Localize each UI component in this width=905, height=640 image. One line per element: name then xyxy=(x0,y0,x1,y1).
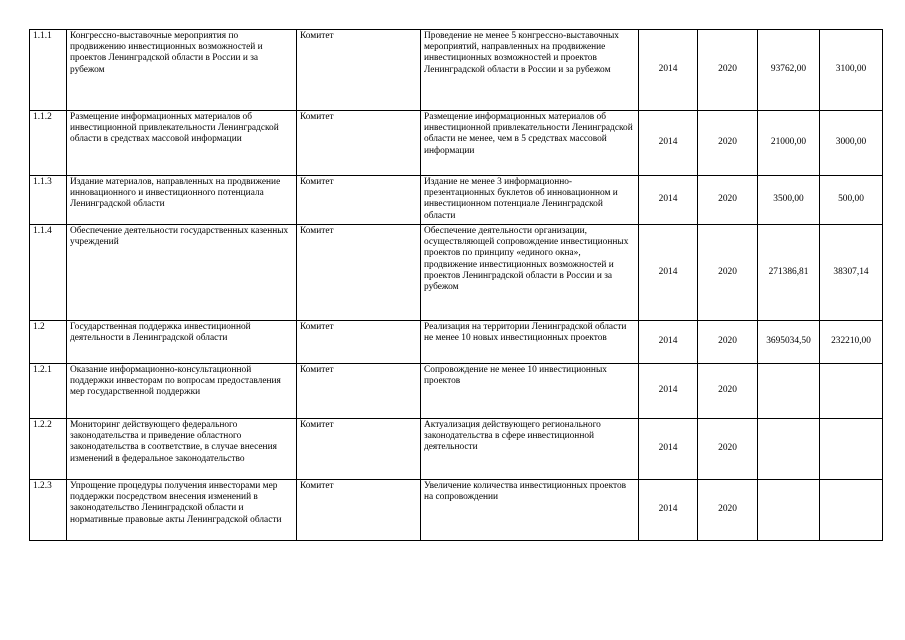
activity-name: Мониторинг действующего федерального законодательства и приведение областного законодательства в соответствие, в случае внесения изменений в федеральное законодательство xyxy=(67,419,297,480)
table-body xyxy=(30,30,883,541)
start-year: 2014 xyxy=(639,225,698,321)
end-year: 2020 xyxy=(698,176,758,225)
activity-name: Упрощение процедуры получения инвесторами мер поддержки посредством внесения изменений в законодательство Ленинградской области и нормативные правовые акты Ленинградской области xyxy=(67,480,297,541)
activity-executor: Комитет xyxy=(297,30,421,111)
activity-result: Издание не менее 3 информационно-презентационных буклетов об инновационном и инвестиционном потенциале Ленинградской области xyxy=(421,176,639,225)
activity-name: Конгрессно-выставочные мероприятия по продвижению инвестиционных возможностей и проектов Ленинградской области в России и за рубежом xyxy=(67,30,297,111)
activity-number: 1.2.2 xyxy=(30,419,67,480)
activity-result: Сопровождение не менее 10 инвестиционных проектов xyxy=(421,364,639,419)
activity-number: 1.2.3 xyxy=(30,480,67,541)
activity-number: 1.1.3 xyxy=(30,176,67,225)
activity-name: Издание материалов, направленных на продвижение инновационного и инвестиционного потенциала Ленинградской области xyxy=(67,176,297,225)
table-row xyxy=(30,321,883,364)
start-year: 2014 xyxy=(639,176,698,225)
activity-result: Проведение не менее 5 конгрессно-выставочных мероприятий, направленных на продвижение инвестиционных возможностей и проектов Ленинградской области в России и за рубежом xyxy=(421,30,639,111)
activity-number: 1.1.1 xyxy=(30,30,67,111)
end-year: 2020 xyxy=(698,480,758,541)
activity-number: 1.1.4 xyxy=(30,225,67,321)
activity-name: Государственная поддержка инвестиционной деятельности в Ленинградской области xyxy=(67,321,297,364)
table-row xyxy=(30,30,883,111)
table-row xyxy=(30,111,883,176)
start-year: 2014 xyxy=(639,419,698,480)
end-year: 2020 xyxy=(698,364,758,419)
end-year: 2020 xyxy=(698,225,758,321)
activity-result: Актуализация действующего регионального законодательства в сфере инвестиционной деятельности xyxy=(421,419,639,480)
activity-number: 1.1.2 xyxy=(30,111,67,176)
activity-result: Реализация на территории Ленинградской области не менее 10 новых инвестиционных проектов xyxy=(421,321,639,364)
annual-funding: 500,00 xyxy=(820,176,883,225)
program-activities-table xyxy=(29,29,883,541)
activity-result: Размещение информационных материалов об инвестиционной привлекательности Ленинградской области не менее, чем в 5 средствах массовой информации xyxy=(421,111,639,176)
activity-name: Размещение информационных материалов об инвестиционной привлекательности Ленинградской области в средствах массовой информации xyxy=(67,111,297,176)
total-funding: 271386,81 xyxy=(758,225,820,321)
annual-funding: 232210,00 xyxy=(820,321,883,364)
start-year: 2014 xyxy=(639,111,698,176)
activity-executor: Комитет xyxy=(297,364,421,419)
annual-funding: 38307,14 xyxy=(820,225,883,321)
end-year: 2020 xyxy=(698,30,758,111)
start-year: 2014 xyxy=(639,321,698,364)
activity-executor: Комитет xyxy=(297,111,421,176)
table-row xyxy=(30,225,883,321)
start-year: 2014 xyxy=(639,30,698,111)
end-year: 2020 xyxy=(698,111,758,176)
annual-funding xyxy=(820,419,883,480)
activity-name: Оказание информационно-консультационной поддержки инвесторам по вопросам предоставления мер государственной поддержки xyxy=(67,364,297,419)
annual-funding xyxy=(820,480,883,541)
annual-funding: 3000,00 xyxy=(820,111,883,176)
total-funding xyxy=(758,364,820,419)
table-row xyxy=(30,364,883,419)
table-row xyxy=(30,419,883,480)
start-year: 2014 xyxy=(639,364,698,419)
activity-executor: Комитет xyxy=(297,480,421,541)
activity-result: Увеличение количества инвестиционных проектов на сопровождении xyxy=(421,480,639,541)
total-funding: 3695034,50 xyxy=(758,321,820,364)
end-year: 2020 xyxy=(698,321,758,364)
total-funding: 3500,00 xyxy=(758,176,820,225)
total-funding: 21000,00 xyxy=(758,111,820,176)
activity-number: 1.2 xyxy=(30,321,67,364)
table-row xyxy=(30,176,883,225)
annual-funding: 3100,00 xyxy=(820,30,883,111)
total-funding xyxy=(758,480,820,541)
start-year: 2014 xyxy=(639,480,698,541)
activity-executor: Комитет xyxy=(297,321,421,364)
table-row xyxy=(30,480,883,541)
activity-number: 1.2.1 xyxy=(30,364,67,419)
activity-executor: Комитет xyxy=(297,225,421,321)
end-year: 2020 xyxy=(698,419,758,480)
activity-executor: Комитет xyxy=(297,419,421,480)
activity-executor: Комитет xyxy=(297,176,421,225)
activity-result: Обеспечение деятельности организации, осуществляющей сопровождение инвестиционных проектов по принципу «единого окна», продвижение инвестиционных возможностей и проектов Ленинградской области в России и за рубежом xyxy=(421,225,639,321)
activity-name: Обеспечение деятельности государственных казенных учреждений xyxy=(67,225,297,321)
total-funding: 93762,00 xyxy=(758,30,820,111)
total-funding xyxy=(758,419,820,480)
annual-funding xyxy=(820,364,883,419)
